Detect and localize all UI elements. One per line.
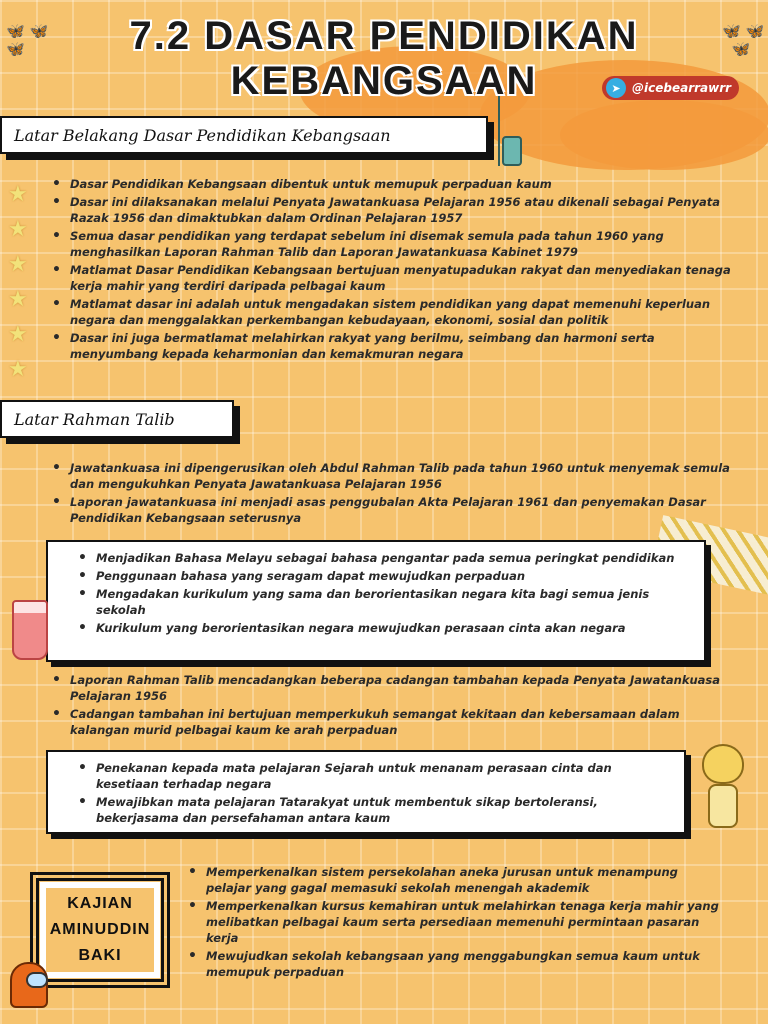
list-item: • Matlamat dasar ini adalah untuk mengadakan sistem pendidikan yang dapat memenuhi keperluan negara dan menggalakkan perkembangan kebudayaan, ekonomi, sosial dan politik — [44, 296, 734, 328]
star-sticker-icon: ★ — [8, 217, 28, 242]
among-us-character-icon — [10, 962, 48, 1008]
rahman-talib-list — [44, 460, 734, 528]
list-item: • Laporan jawatankuasa ini menjadi asas penggubalan Akta Pelajaran 1961 dan penyemakan Dasar Pendidikan Kebangsaan seterusnya — [44, 494, 734, 526]
drink-sticker-icon — [12, 600, 48, 660]
list-item: • Laporan Rahman Talib mencadangkan beberapa cadangan tambahan kepada Penyata Jawatankuasa Pelajaran 1956 — [44, 672, 734, 704]
box-list — [48, 542, 704, 644]
list-item: • Cadangan tambahan ini bertujuan memperkukuh semangat kekitaan dan kebersamaan dalam kalangan murid pelbagai kaum ke arah perpaduan — [44, 706, 734, 738]
box-list — [48, 752, 684, 834]
rahman-talib-list-2 — [44, 672, 734, 740]
list-item: • Dasar ini dilaksanakan melalui Penyata Jawatankuasa Pelajaran 1956 atau dikenali sebagai Penyata Razak 1956 dan dimaktubkan dalam Ordinan Pelajaran 1957 — [44, 194, 734, 226]
list-item: • Mengadakan kurikulum yang sama dan berorientasikan negara kita bagi semua jenis sekolah — [70, 586, 694, 618]
list-item: • Jawatankuasa ini dipengerusikan oleh Abdul Rahman Talib pada tahun 1960 untuk menyemak semula dan mengukuhkan Penyata Jawatankuasa Pelajaran 1956 — [44, 460, 734, 492]
butterfly-icon: 🦋 🦋 🦋 — [722, 22, 765, 58]
star-sticker-icon: ★ — [8, 287, 28, 312]
chibi-character-sticker — [694, 744, 752, 840]
section-heading-latar-belakang — [0, 116, 488, 154]
label-line: KAJIAN — [67, 895, 133, 912]
list-item: • Matlamat Dasar Pendidikan Kebangsaan bertujuan menyatupadukan rakyat dan menyediakan tenaga kerja mahir yang terdiri daripada pelbagai kaum — [44, 262, 734, 294]
list-item: • Semua dasar pendidikan yang terdapat sebelum ini disemak semula pada tahun 1960 yang menghasilkan Laporan Rahman Talib dan Laporan Jawatankuasa Kabinet 1979 — [44, 228, 734, 260]
flower-vase-icon — [498, 96, 516, 166]
star-sticker-icon: ★ — [8, 182, 28, 207]
section-heading-rahman-talib — [0, 400, 234, 438]
handle-text: @icebearrawrr — [632, 81, 732, 95]
list-item: • Dasar ini juga bermatlamat melahirkan rakyat yang berilmu, seimbang dan harmoni serta menyumbang kepada keharmonian dan kemakmuran negara — [44, 330, 734, 362]
label-line: AMINUDDIN — [49, 921, 151, 938]
label-line: BAKI — [78, 947, 122, 964]
star-sticker-icon: ★ — [8, 322, 28, 347]
list-item: • Penekanan kepada mata pelajaran Sejarah untuk menanam perasaan cinta dan kesetiaan terhadap negara — [70, 760, 674, 792]
list-item: • Penggunaan bahasa yang seragam dapat mewujudkan perpaduan — [70, 568, 694, 584]
latar-belakang-list — [44, 176, 734, 364]
star-sticker-icon: ★ — [8, 357, 28, 382]
list-item: • Kurikulum yang berorientasikan negara mewujudkan perasaan cinta akan negara — [70, 620, 694, 636]
rahman-talib-box-1 — [46, 540, 706, 662]
orange-paint-blob — [560, 100, 768, 170]
rahman-talib-box-2 — [46, 750, 686, 834]
list-item: • Memperkenalkan kursus kemahiran untuk melahirkan tenaga kerja mahir yang melibatkan pelbagai kaum serta persediaan memenuhi permintaan pasaran kerja — [180, 898, 720, 946]
kajian-aminuddin-baki-label — [36, 878, 164, 982]
list-item: • Mewujudkan sekolah kebangsaan yang menggabungkan semua kaum untuk memupuk perpaduan — [180, 948, 720, 980]
section-heading-text: Latar Belakang Dasar Pendidikan Kebangsaan — [14, 125, 391, 145]
telegram-icon: ➤ — [606, 78, 626, 98]
section-heading-text: Latar Rahman Talib — [14, 409, 175, 429]
page-title: 7.2 DASAR PENDIDIKAN KEBANGSAAN — [129, 14, 639, 103]
telegram-handle[interactable] — [602, 76, 739, 100]
star-stickers — [8, 182, 28, 383]
list-item: • Menjadikan Bahasa Melayu sebagai bahasa pengantar pada semua peringkat pendidikan — [70, 550, 694, 566]
butterfly-icon: 🦋 🦋 🦋 — [6, 22, 49, 58]
list-item: • Dasar Pendidikan Kebangsaan dibentuk untuk memupuk perpaduan kaum — [44, 176, 734, 192]
aminuddin-baki-list — [180, 864, 720, 982]
list-item: • Mewajibkan mata pelajaran Tatarakyat untuk membentuk sikap bertoleransi, bekerjasama dan persefahaman antara kaum — [70, 794, 674, 826]
list-item: • Memperkenalkan sistem persekolahan aneka jurusan untuk menampung pelajar yang gagal memasuki sekolah menengah akademik — [180, 864, 720, 896]
star-sticker-icon: ★ — [8, 252, 28, 277]
